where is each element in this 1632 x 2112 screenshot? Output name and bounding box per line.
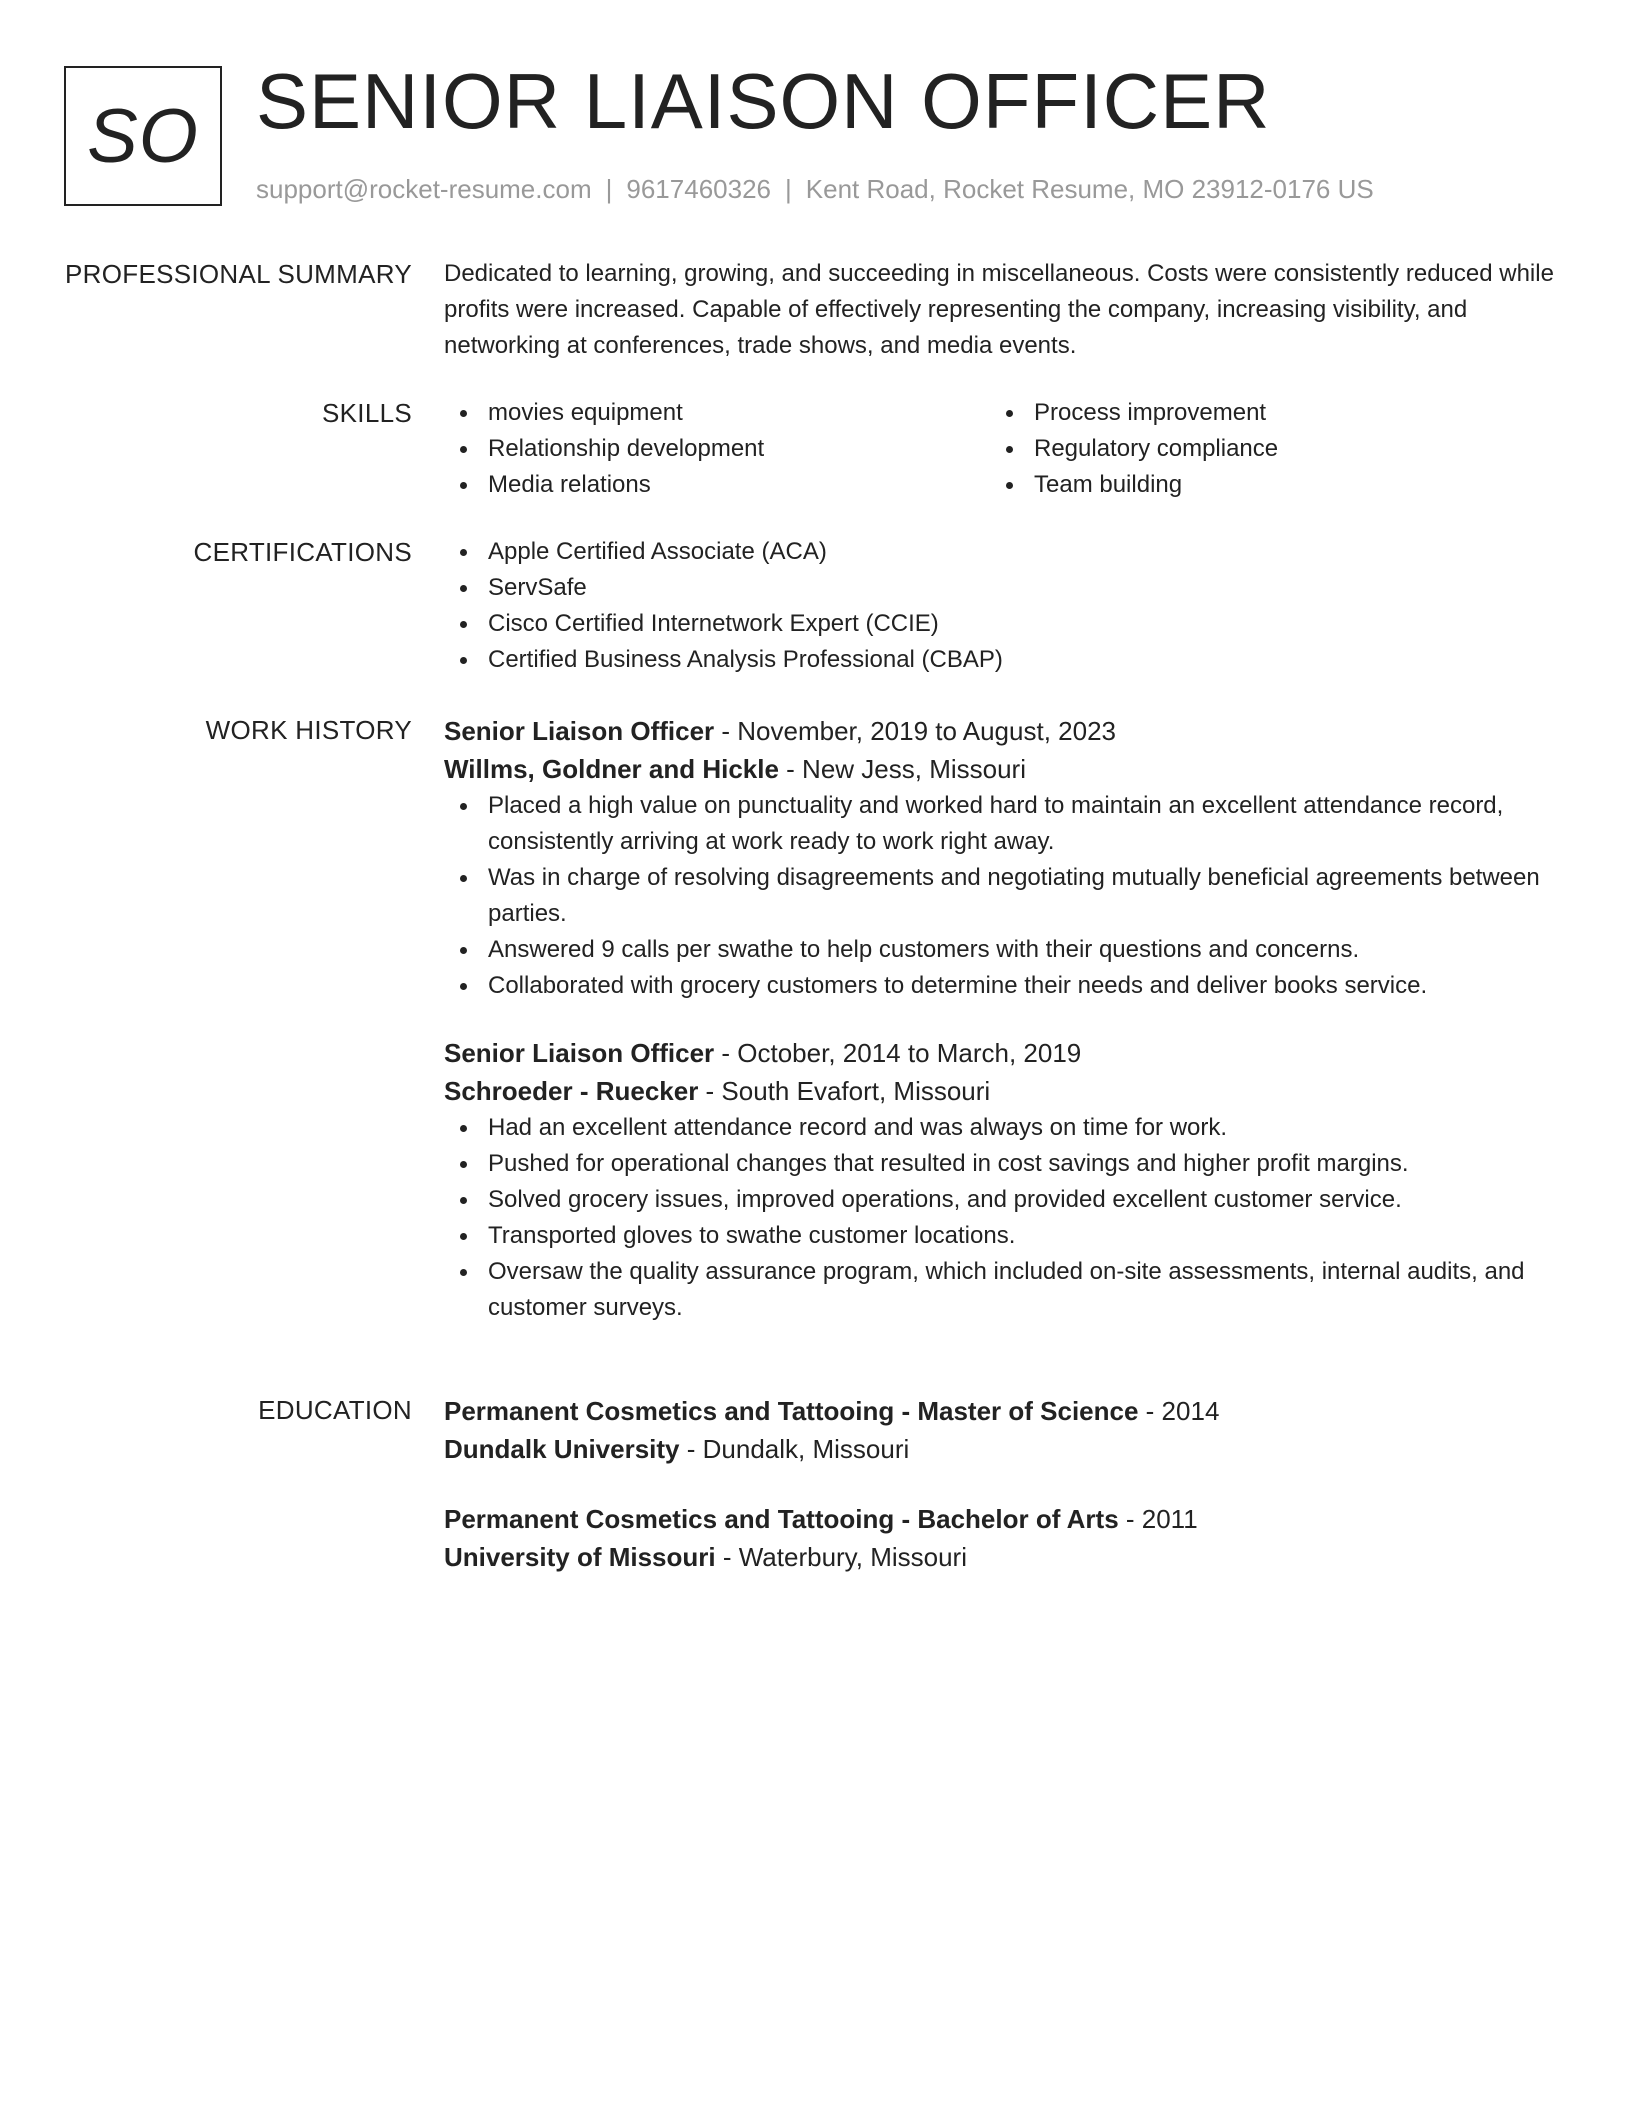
skill-item: Regulatory compliance (990, 431, 1536, 467)
certification-item: Cisco Certified Internetwork Expert (CCIE) (444, 606, 1554, 642)
job-role: Senior Liaison Officer (444, 1038, 715, 1068)
contact-separator: | (785, 174, 792, 204)
certifications-list (444, 534, 1554, 678)
education-degree: Permanent Cosmetics and Tattooing - Master of Science (444, 1396, 1139, 1426)
job-bullet: Solved grocery issues, improved operations, and provided excellent customer service. (444, 1182, 1554, 1218)
education-entry (444, 1500, 1554, 1576)
education-degree-line (444, 1500, 1554, 1538)
job-bullet: Answered 9 calls per swathe to help customers with their questions and concerns. (444, 932, 1554, 968)
job-role: Senior Liaison Officer (444, 716, 715, 746)
job-title-line (444, 712, 1554, 750)
job-dates: - November, 2019 to August, 2023 (714, 716, 1116, 746)
monogram-box (64, 66, 222, 206)
education-school-line (444, 1538, 1554, 1576)
contact-line (256, 174, 1374, 204)
job-bullets (444, 1110, 1554, 1326)
job-bullet: Oversaw the quality assurance program, which included on-site assessments, internal audits, and customer surveys. (444, 1254, 1554, 1326)
skills-body (444, 395, 1554, 503)
job-company: Schroeder - Ruecker (444, 1076, 699, 1106)
certification-item: Certified Business Analysis Professional (CBAP) (444, 642, 1554, 678)
education-heading: EDUCATION (258, 1395, 412, 1425)
skills-heading: SKILLS (322, 398, 412, 428)
skills-right-list (990, 395, 1536, 503)
education-year: - 2014 (1138, 1396, 1220, 1426)
education-location: - Waterbury, Missouri (715, 1542, 967, 1572)
resume-title: SENIOR LIAISON OFFICER (256, 57, 1271, 145)
education-school: University of Missouri (444, 1542, 716, 1572)
monogram-initials: SO (87, 93, 199, 179)
job-bullet: Had an excellent attendance record and was always on time for work. (444, 1110, 1554, 1146)
contact-address: Kent Road, Rocket Resume, MO 23912-0176 US (805, 174, 1374, 204)
job-entry (444, 1034, 1554, 1326)
education-school-line (444, 1430, 1554, 1468)
work-history-heading: WORK HISTORY (205, 715, 412, 745)
education-year: - 2011 (1118, 1504, 1198, 1534)
education-degree: Permanent Cosmetics and Tattooing - Bachelor of Arts (444, 1504, 1119, 1534)
certifications-body (444, 534, 1554, 678)
summary-heading: PROFESSIONAL SUMMARY (65, 259, 412, 289)
certification-item: Apple Certified Associate (ACA) (444, 534, 1554, 570)
skills-left-list (444, 395, 990, 503)
work-history-body (444, 712, 1554, 1326)
job-location: - South Evafort, Missouri (698, 1076, 991, 1106)
job-bullets (444, 788, 1554, 1004)
contact-phone: 9617460326 (626, 174, 771, 204)
certifications-heading: CERTIFICATIONS (193, 537, 412, 567)
education-entry (444, 1392, 1554, 1468)
certification-item: ServSafe (444, 570, 1554, 606)
job-title-line (444, 1034, 1554, 1072)
skill-item: Relationship development (444, 431, 990, 467)
contact-separator: | (605, 174, 613, 204)
job-company-line (444, 1072, 1554, 1110)
education-degree-line (444, 1392, 1554, 1430)
job-company: Willms, Goldner and Hickle (444, 754, 779, 784)
job-entry (444, 712, 1554, 1004)
education-location: - Dundalk, Missouri (679, 1434, 910, 1464)
job-location: - New Jess, Missouri (778, 754, 1026, 784)
job-company-line (444, 750, 1554, 788)
job-bullet: Collaborated with grocery customers to determine their needs and deliver books service. (444, 968, 1554, 1004)
skill-item: Process improvement (990, 395, 1536, 431)
job-dates: - October, 2014 to March, 2019 (714, 1038, 1082, 1068)
job-bullet: Pushed for operational changes that resulted in cost savings and higher profit margins. (444, 1146, 1554, 1182)
skill-item: Media relations (444, 467, 990, 503)
job-bullet: Was in charge of resolving disagreements and negotiating mutually beneficial agreements between parties. (444, 860, 1554, 932)
summary-text: Dedicated to learning, growing, and succeeding in miscellaneous. Costs were consistently reduced while profits were increased. Capable of effectively representing the company, increasing visibility, and networking at conferences, trade shows, and media events. (444, 260, 1554, 359)
job-bullet: Transported gloves to swathe customer locations. (444, 1218, 1554, 1254)
job-bullet: Placed a high value on punctuality and worked hard to maintain an excellent attendance record, consistently arriving at work ready to work right away. (444, 788, 1554, 860)
education-school: Dundalk University (444, 1434, 680, 1464)
skill-item: movies equipment (444, 395, 990, 431)
contact-email: support@rocket-resume.com (256, 174, 592, 204)
education-body (444, 1392, 1554, 1576)
skill-item: Team building (990, 467, 1536, 503)
